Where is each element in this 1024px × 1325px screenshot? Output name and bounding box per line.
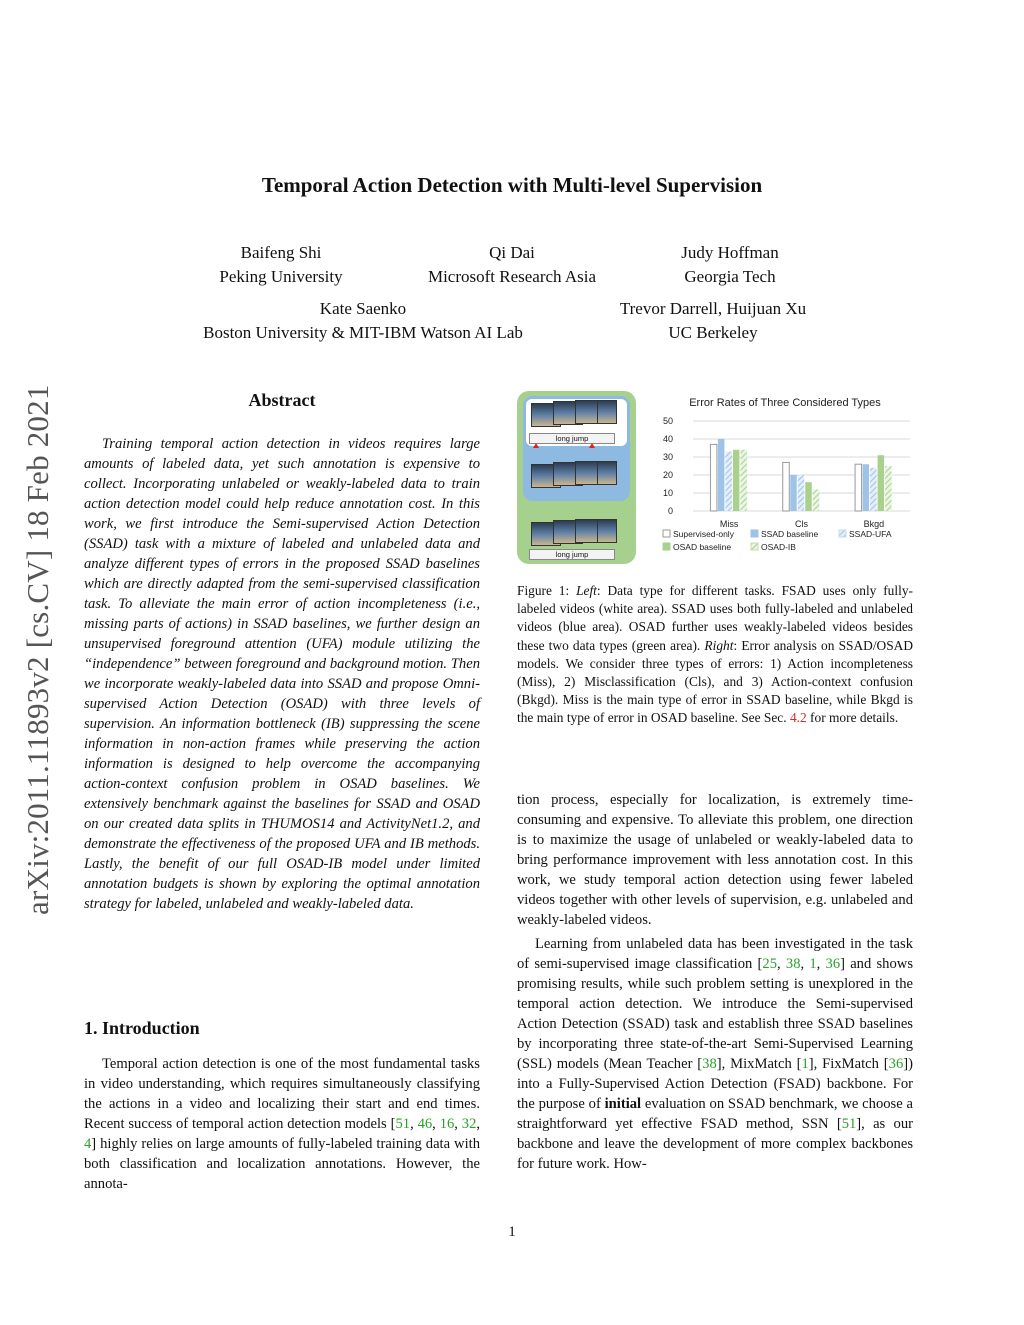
bar	[710, 444, 717, 511]
author-block	[163, 297, 563, 345]
legend-label: Supervised-only	[673, 529, 734, 539]
citation-link[interactable]: 4	[84, 1136, 92, 1152]
legend-label: OSAD baseline	[673, 542, 732, 552]
citation-link[interactable]: 36	[888, 1056, 904, 1072]
bar	[740, 450, 747, 511]
citation-link[interactable]: 38	[785, 956, 801, 972]
legend-label: SSAD-UFA	[849, 529, 892, 539]
body-paragraph: tion process, especially for localization, is extremely time-consuming and expensive. To alleviate this problem, one direction is to maximize the usage of unlabeled or weakly-labeled data to bring performance improvement with less annotation cost. In this work, we study temporal action detection using fewer labeled videos together with other levels of supervision, e.g. unlabeled and weakly-labeled videos.	[517, 792, 913, 928]
citation-link[interactable]: 16	[439, 1116, 455, 1132]
boundary-marker-icon	[533, 443, 539, 448]
citation-link[interactable]: 25	[762, 956, 778, 972]
author-affiliation: Peking University	[219, 267, 343, 286]
bar	[885, 466, 892, 511]
boundary-marker-icon	[589, 443, 595, 448]
video-clip-thumbnail	[531, 400, 613, 432]
bar	[725, 452, 732, 511]
author-block	[402, 241, 622, 289]
author-block	[201, 241, 361, 289]
author-name: Trevor Darrell, Huijuan Xu	[619, 299, 807, 318]
y-tick-label: 50	[662, 416, 673, 426]
legend-swatch	[839, 530, 846, 537]
intro-paragraph: Temporal action detection is one of the most fundamental tasks in video understanding, which requires simultaneously classifying the actions in a video and localizing their start and end times. Recent success of temporal action detection models [51, 46, 16, 32, 4] highly relies on large amounts of fully-labeled training data with both classification and localization annotations. However, the annota-	[84, 1056, 481, 1192]
author-name: Qi Dai	[489, 243, 535, 262]
x-tick-label: Miss	[719, 519, 739, 529]
section-heading-introduction: 1. Introduction	[84, 1018, 200, 1038]
x-tick-label: Cls	[795, 519, 808, 529]
bar	[790, 475, 797, 511]
error-rate-chart-svg	[655, 391, 915, 566]
chart-title: Error Rates of Three Considered Types	[689, 397, 881, 409]
citation-link[interactable]: 1	[801, 1056, 809, 1072]
abstract-heading: Abstract	[248, 390, 316, 410]
legend-label: OSAD-IB	[761, 542, 796, 552]
bar	[798, 475, 805, 511]
author-name: Baifeng Shi	[240, 243, 322, 262]
citation-link[interactable]: 1	[809, 956, 817, 972]
clip-label: long jump	[529, 433, 615, 444]
citation-link[interactable]: 36	[825, 956, 841, 972]
y-tick-label: 20	[662, 470, 673, 480]
bar	[870, 468, 877, 511]
citation-link[interactable]: 51	[841, 1116, 857, 1132]
bar	[733, 450, 740, 511]
author-affiliation: UC Berkeley	[668, 323, 758, 342]
body-paragraph: Learning from unlabeled data has been investigated in the task of semi-supervised image classification [25, 38, 1, 36] and shows promising results, while such problem setting is unexplored in the temporal action detection. We introduce the Semi-supervised Action Detection (SSAD) task and establish three SSAD baselines by incorporating three state-of-the-art Semi-Supervised Learning (SSL) models (Mean Teacher [38], MixMatch [1], FixMatch [36]) into a Fully-Supervised Action Detection (FSAD) backbone. For the purpose of initial evaluation on SSAD benchmark, we choose a straightforward yet effective FSAD method, SSN [51], as our backbone and leave the development of more complex backbones for future work. How-	[517, 936, 913, 1172]
bar	[718, 439, 725, 511]
paper-title: Temporal Action Detection with Multi-level Supervision	[261, 173, 763, 197]
error-rate-chart	[655, 391, 915, 566]
page-number: 1	[508, 1224, 516, 1240]
video-clip-thumbnail	[531, 461, 613, 493]
author-name: Judy Hoffman	[681, 243, 779, 262]
citation-link[interactable]: 51	[395, 1116, 411, 1132]
bar	[855, 464, 862, 511]
abstract-text: Training temporal action detection in videos requires large amounts of labeled data, yet such annotation is expensive to collect. Incorporating unlabeled or weakly-labeled data to train action detection model could help reduce annotation cost. In this work, we first introduce the Semi-supervised Action Detection (SSAD) task with a mixture of labeled and unlabeled data and analyze different types of errors in the proposed SSAD baselines which are directly adapted from the semi-supervised classification task. To alleviate the main error of action incompleteness (i.e., missing parts of actions) in SSAD baselines, we further design an unsupervised foreground attention (UFA) module utilizing the “independence” between foreground and background motion. Then we incorporate weakly-labeled data into SSAD and propose Omni-supervised Action Detection (OSAD) with three levels of supervision. An information bottleneck (IB) suppressing the scene information in non-action frames while preserving the action information is designed to help overcome the accompanying action-context confusion problem in OSAD baselines. We extensively benchmark against the baselines for SSAD and OSAD on our created data splits in THUMOS14 and ActivityNet1.2, and demonstrate the effectiveness of the proposed UFA and IB methods. Lastly, the benefit of our full OSAD-IB model under limited annotation budgets is shown by exploring the optimal annotation strategy for labeled, unlabeled and weakly-labeled data.	[84, 436, 480, 912]
legend-swatch	[663, 530, 670, 537]
bar	[863, 464, 870, 511]
citation-link[interactable]: 38	[702, 1056, 717, 1072]
bar	[878, 455, 885, 511]
clip-label: long jump	[529, 549, 615, 560]
video-clip-thumbnail	[531, 519, 613, 551]
citation-link[interactable]: 46	[417, 1116, 433, 1132]
author-affiliation: Georgia Tech	[684, 267, 776, 286]
author-block	[650, 241, 810, 289]
y-tick-label: 10	[662, 488, 673, 498]
data-type-diagram	[517, 391, 636, 564]
legend-swatch	[663, 543, 670, 550]
bar	[805, 482, 812, 511]
author-affiliation: Boston University & MIT-IBM Watson AI Lab	[203, 323, 523, 342]
legend-label: SSAD baseline	[761, 529, 819, 539]
section-reference-link[interactable]: 4.2	[789, 710, 807, 726]
bar	[813, 489, 820, 511]
y-tick-label: 30	[662, 452, 673, 462]
y-tick-label: 40	[662, 434, 673, 444]
citation-link[interactable]: 32	[461, 1116, 477, 1132]
x-tick-label: Bkgd	[863, 519, 885, 529]
bar	[783, 462, 790, 511]
figure-caption: Figure 1: Left: Data type for different tasks. FSAD uses only fully-labeled videos (white area). SSAD uses both fully-labeled and unlabeled videos (blue area). OSAD further uses weakly-labeled videos besides these two data types (green area). Right: Error analysis on SSAD/OSAD models. We consider three types of errors: 1) Action incompleteness (Miss), 2) Misclassification (Cls), and 3) Action-context confusion (Bkgd). Miss is the main type of error in SSAD baseline, while Bkgd is the main type of error in OSAD baseline. See Sec. 4.2 for more details.	[517, 583, 913, 726]
author-block	[593, 297, 833, 345]
author-affiliation: Microsoft Research Asia	[427, 267, 597, 286]
arxiv-identifier: arXiv:2011.11893v2 [cs.CV] 18 Feb 2021	[20, 384, 55, 916]
author-name: Kate Saenko	[319, 299, 407, 318]
y-tick-label: 0	[667, 506, 673, 516]
legend-swatch	[751, 543, 758, 550]
legend-swatch	[751, 530, 758, 537]
